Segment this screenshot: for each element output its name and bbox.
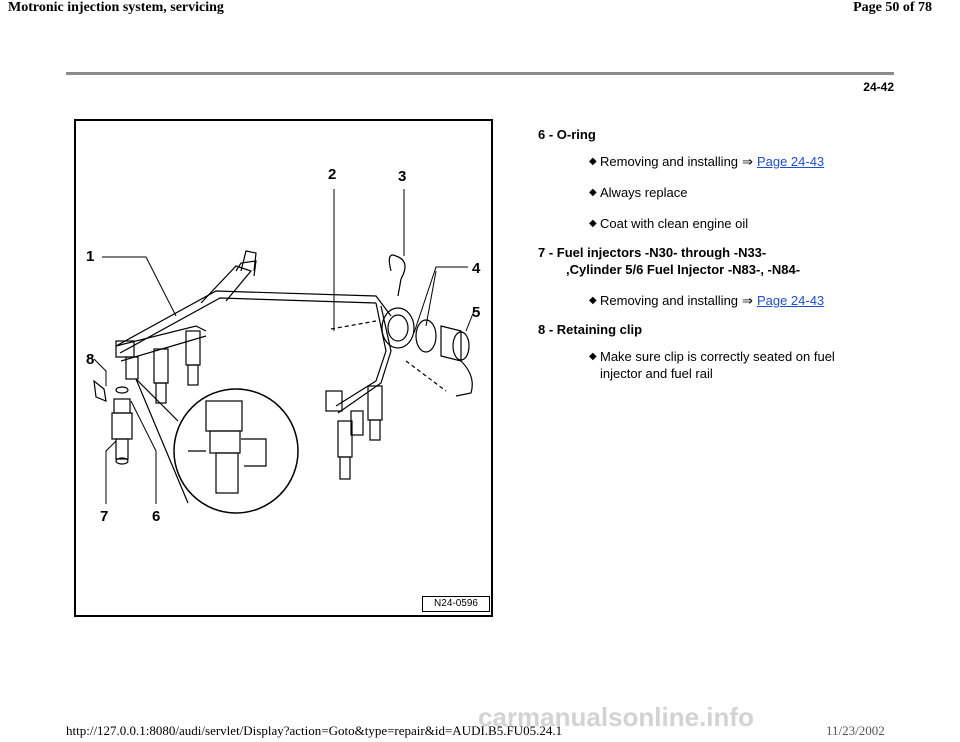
bullet-row (538, 348, 898, 382)
callout-6: 6 (152, 508, 161, 525)
document-title: Motronic injection system, servicing (8, 0, 224, 15)
callout-7: 7 (100, 508, 109, 525)
callout-2: 2 (328, 166, 337, 183)
callout-4: 4 (472, 260, 481, 277)
diamond-bullet-icon: ◆ (589, 218, 597, 229)
item-heading: 8 - Retaining clip (538, 322, 643, 337)
callout-1: 1 (86, 248, 95, 265)
page-link[interactable]: Page 24-43 (756, 154, 825, 169)
diamond-bullet-icon: ◆ (589, 156, 597, 167)
item-heading-continued: ,Cylinder 5/6 Fuel Injector -N83-, -N84- (566, 262, 801, 277)
diamond-bullet-icon: ◆ (589, 351, 597, 362)
injector-rail-diagram (74, 119, 493, 617)
bullet-row (538, 153, 898, 170)
watermark: carmanualsonline.info (478, 702, 754, 732)
bullet-text: Removing and installing (600, 293, 739, 308)
callout-5: 5 (472, 304, 481, 321)
section-page-number: 24-42 (863, 80, 894, 94)
figure-code: N24-0596 (422, 596, 490, 612)
bullet-row (538, 184, 898, 201)
legend-list (538, 126, 898, 382)
diagram-drawing (76, 121, 491, 615)
item-heading: 6 - O-ring (538, 127, 596, 142)
legend-item-8 (538, 321, 898, 382)
footer-url: http://127.0.0.1:8080/audi/servlet/Display?action=Goto&type=repair&id=AUDI.B5.FU05.24.1 (66, 723, 563, 738)
bullet-text: Coat with clean engine oil (600, 216, 749, 231)
legend-item-7 (538, 244, 898, 309)
footer-date: 11/23/2002 (826, 723, 885, 738)
bullet-text: Make sure clip is correctly seated on fuel (600, 349, 835, 364)
bullet-text: Always replace (600, 185, 688, 200)
diamond-bullet-icon: ◆ (589, 295, 597, 306)
bullet-text: Removing and installing (600, 154, 739, 169)
page-link[interactable]: Page 24-43 (756, 293, 825, 308)
page-indicator: Page 50 of 78 (853, 0, 932, 15)
bullet-text-line2: injector and fuel rail (600, 366, 713, 381)
callout-3: 3 (398, 168, 407, 185)
callout-8: 8 (86, 351, 95, 368)
bullet-row (538, 215, 898, 232)
item-heading: 7 - Fuel injectors -N30- through -N33- (538, 245, 767, 260)
bullet-row (538, 292, 898, 309)
legend-item-6 (538, 126, 898, 232)
arrow-icon: ⇒ (742, 293, 753, 308)
header-rule (66, 72, 894, 75)
diamond-bullet-icon: ◆ (589, 187, 597, 198)
arrow-icon: ⇒ (742, 154, 753, 169)
